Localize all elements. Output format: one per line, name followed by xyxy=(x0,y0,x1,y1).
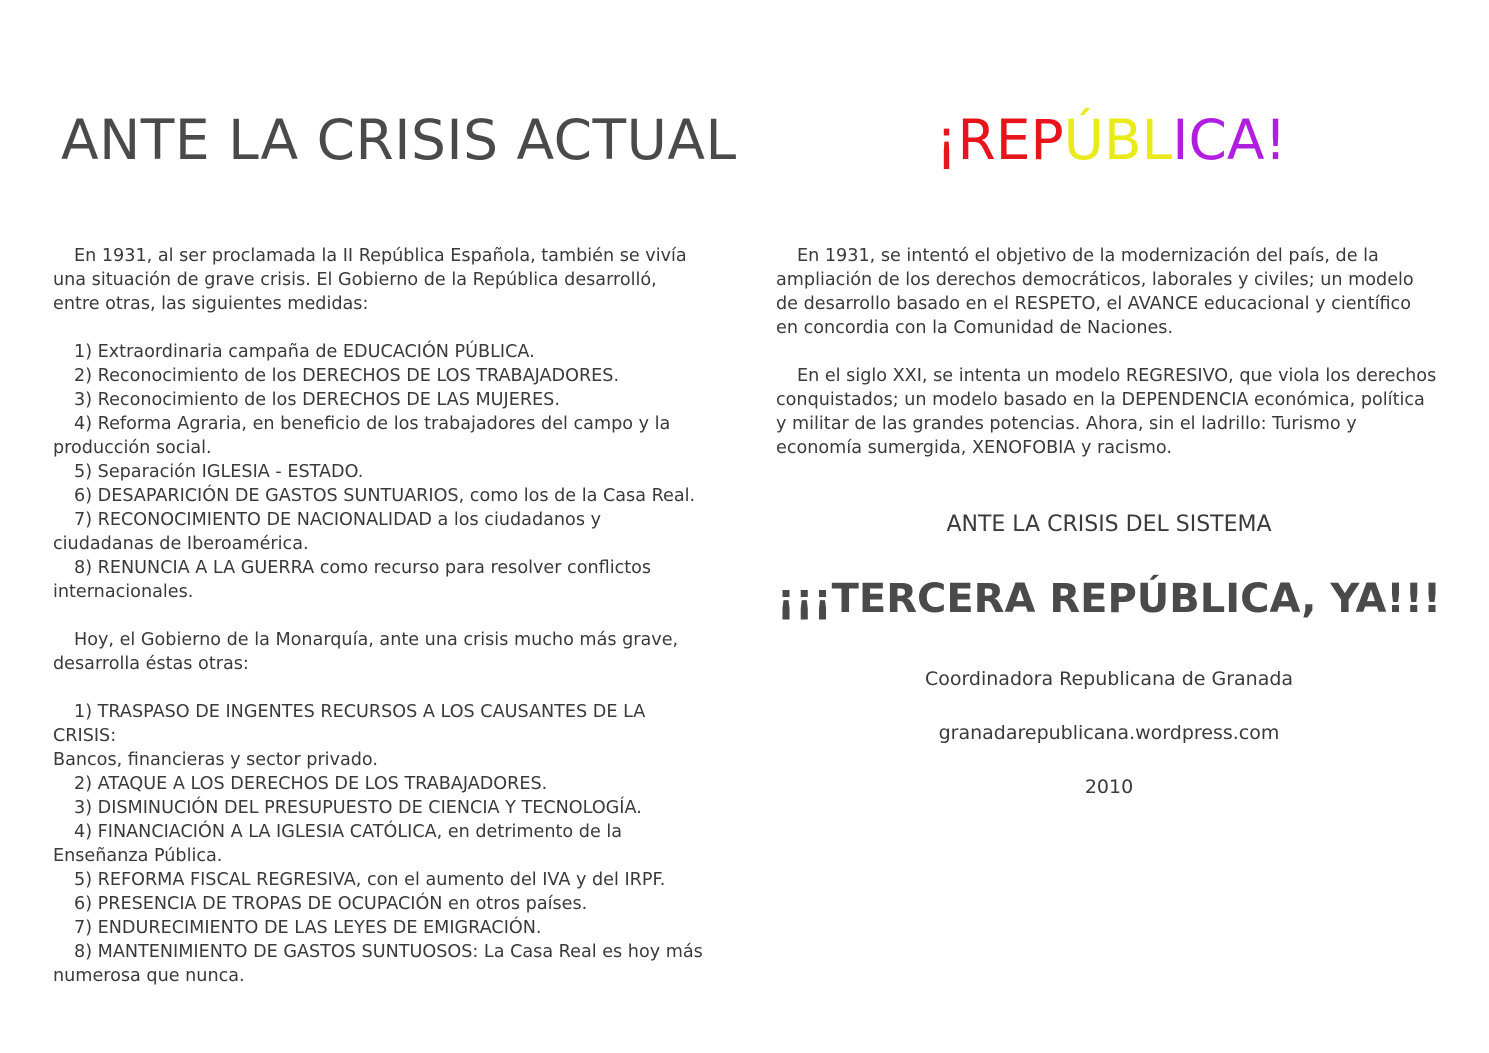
measure-today-item: 8) MANTENIMIENTO DE GASTOS SUNTUOSOS: La Casa Real es hoy más xyxy=(74,942,703,962)
today-intro-line: desarrolla éstas otras: xyxy=(53,654,249,674)
slogan: ¡¡¡TERCERA REPÚBLICA, YA!!! xyxy=(776,576,1442,622)
measure-1931-item: 6) DESAPARICIÓN DE GASTOS SUNTUARIOS, como los de la Casa Real. xyxy=(74,486,696,506)
year-text: 2010 xyxy=(1084,776,1134,798)
measure-1931-item: 8) RENUNCIA A LA GUERRA como recurso para resolver conflictos xyxy=(74,558,652,578)
measure-1931-item: 2) Reconocimiento de los DERECHOS DE LOS TRABAJADORES. xyxy=(74,366,620,386)
republica-title xyxy=(776,108,1446,172)
paragraph-line: En 1931, se intentó el objetivo de la modernización del país, de la xyxy=(797,246,1379,266)
measure-1931-item: 4) Reforma Agraria, en beneficio de los trabajadores del campo y la xyxy=(74,414,671,434)
measure-today-item-cont: numerosa que nunca. xyxy=(53,966,245,986)
measure-1931-item: 3) Reconocimiento de los DERECHOS DE LAS MUJERES. xyxy=(74,390,560,410)
measure-1931-item: 7) RECONOCIMIENTO DE NACIONALIDAD a los ciudadanos y xyxy=(74,510,601,530)
measure-1931-item: 5) Separación IGLESIA - ESTADO. xyxy=(74,462,364,482)
right-body xyxy=(776,244,1466,460)
paragraph-line: economía sumergida, XENOFOBIA y racismo. xyxy=(776,438,1172,458)
measure-today-item: 2) ATAQUE A LOS DERECHOS DE LOS TRABAJADORES. xyxy=(74,774,548,794)
crisis-subtitle: ANTE LA CRISIS DEL SISTEMA xyxy=(946,512,1272,537)
measures-1931-list xyxy=(53,340,713,604)
paragraph-line: de desarrollo basado en el RESPETO, el AVANCE educacional y científico xyxy=(776,294,1411,314)
measure-today-item: 4) FINANCIACIÓN A LA IGLESIA CATÓLICA, en detrimento de la xyxy=(74,822,623,842)
measure-today-item: 7) ENDURECIMIENTO DE LAS LEYES DE EMIGRACIÓN. xyxy=(74,918,542,938)
measure-1931-item-cont: internacionales. xyxy=(53,582,194,602)
intro-line: una situación de grave crisis. El Gobierno de la República desarrolló, xyxy=(53,270,657,290)
paragraph-line: y militar de las grandes potencias. Ahora, sin el ladrillo: Turismo y xyxy=(776,414,1357,434)
paragraph-line: ampliación de los derechos democráticos, laborales y civiles; un modelo xyxy=(776,270,1414,290)
measure-today-item-cont: Enseñanza Pública. xyxy=(53,846,223,866)
intro-paragraph xyxy=(53,244,713,316)
measures-today-list xyxy=(53,700,713,988)
left-title: ANTE LA CRISIS ACTUAL xyxy=(61,108,737,172)
paragraph-xxi xyxy=(776,364,1466,460)
title-part-purple: ICA! xyxy=(1172,108,1287,172)
today-intro-paragraph xyxy=(53,628,713,676)
paragraph-line: en concordia con la Comunidad de Naciones. xyxy=(776,318,1174,338)
measure-1931-item-cont: producción social. xyxy=(53,438,212,458)
measure-1931-item-cont: ciudadanas de Iberoamérica. xyxy=(53,534,309,554)
paragraph-line: conquistados; un modelo basado en la DEPENDENCIA económica, política xyxy=(776,390,1425,410)
paragraph-line: En el siglo XXI, se intenta un modelo REGRESIVO, que viola los derechos xyxy=(797,366,1437,386)
measure-today-item: 1) TRASPASO DE INGENTES RECURSOS A LOS CAUSANTES DE LA CRISIS: xyxy=(53,702,646,746)
title-part-red: ¡REP xyxy=(935,108,1064,172)
title-part-yellow: ÚBL xyxy=(1063,108,1173,172)
measure-1931-item: 1) Extraordinaria campaña de EDUCACIÓN PÚBLICA. xyxy=(74,342,535,362)
measure-today-item: 6) PRESENCIA DE TROPAS DE OCUPACIÓN en otros países. xyxy=(74,894,588,914)
website-text: granadarepublicana.wordpress.com xyxy=(938,722,1280,744)
measure-today-item: 5) REFORMA FISCAL REGRESIVA, con el aumento del IVA y del IRPF. xyxy=(74,870,666,890)
today-intro-line: Hoy, el Gobierno de la Monarquía, ante una crisis mucho más grave, xyxy=(74,630,679,650)
paragraph-1931 xyxy=(776,244,1466,340)
measure-today-item-cont: Bancos, financieras y sector privado. xyxy=(53,750,378,770)
left-body xyxy=(53,244,713,988)
intro-line: En 1931, al ser proclamada la II República Española, también se vivía xyxy=(74,246,687,266)
organization-name: Coordinadora Republicana de Granada xyxy=(924,668,1294,690)
intro-line: entre otras, las siguientes medidas: xyxy=(53,294,369,314)
measure-today-item: 3) DISMINUCIÓN DEL PRESUPUESTO DE CIENCIA Y TECNOLOGÍA. xyxy=(74,798,642,818)
